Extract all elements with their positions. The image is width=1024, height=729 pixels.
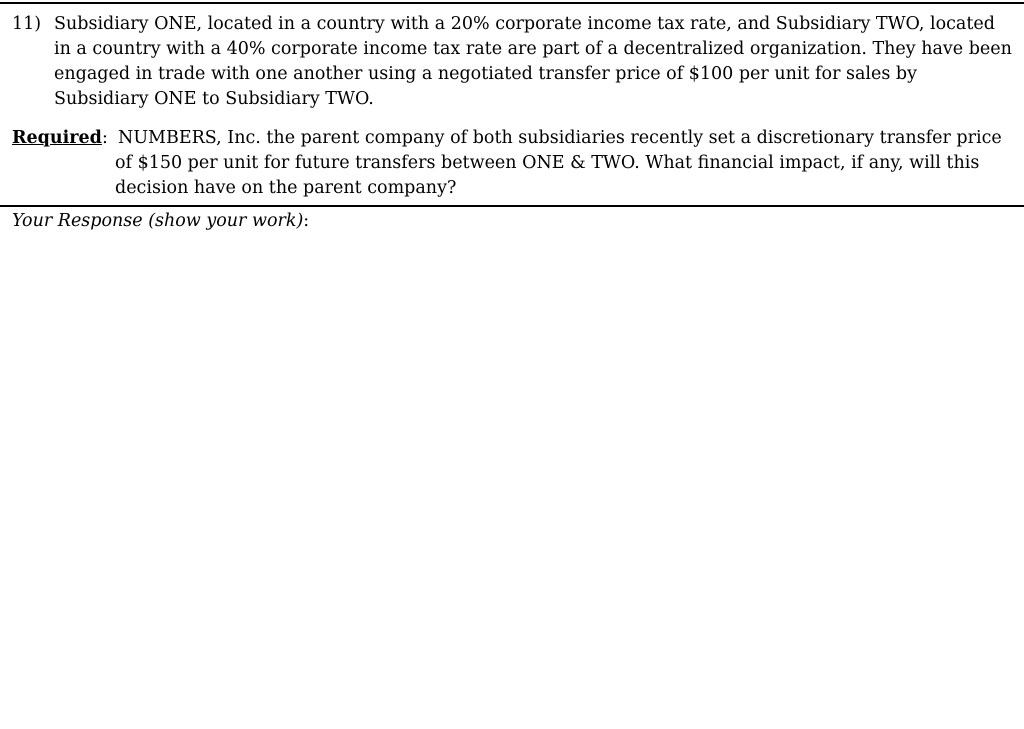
question-block (12, 12, 1012, 112)
required-colon: : (102, 128, 108, 148)
response-label (12, 209, 309, 234)
question-number: 11) (12, 14, 42, 34)
question-text: Subsidiary ONE, located in a country with a 20% corporate income tax rate, and Subsidiary TWO, located in a country with a 40% corporate income tax rate are part of a decentralized organization. They have been engaged in trade with one another using a negotiated transfer price of $100 per unit for sales by Subsidiary ONE to Subsidiary TWO. (54, 14, 1012, 109)
response-label-text: Your Response (show your work) (12, 211, 304, 231)
required-block (12, 126, 1012, 201)
required-text: NUMBERS, Inc. the parent company of both subsidiaries recently set a discretionary transfer price of $150 per unit for future transfers between ONE & TWO. What financial impact, if any, will this decision have on the parent company? (115, 128, 1002, 198)
top-divider (0, 2, 1024, 4)
response-area[interactable] (0, 236, 1024, 726)
response-label-colon: : (303, 211, 310, 231)
required-label: Required (12, 128, 102, 148)
section-divider (0, 205, 1024, 207)
